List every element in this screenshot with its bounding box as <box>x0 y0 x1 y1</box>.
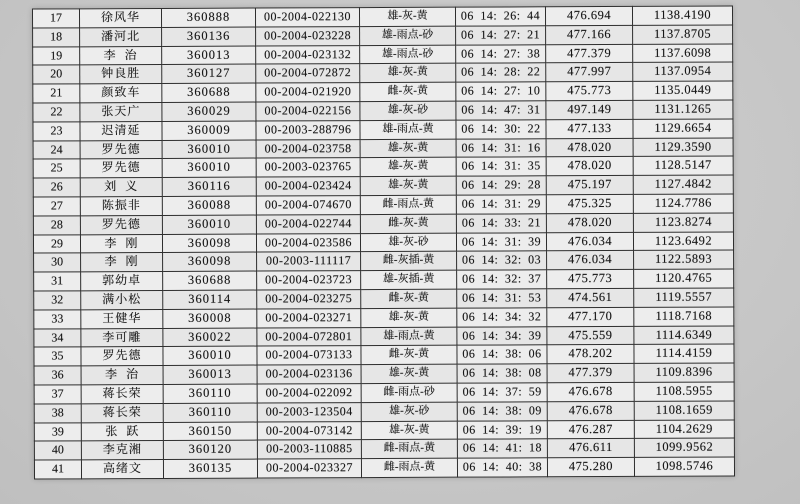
time-cell: 06 14: 27: 21 <box>456 26 546 45</box>
ring-cell: 00-2004-023275 <box>257 290 361 309</box>
loft-cell: 360008 <box>163 309 257 328</box>
loft-cell: 360022 <box>163 328 257 347</box>
owner-cell: 潘河北 <box>80 27 162 46</box>
feather-cell: 雄-灰-砂 <box>360 233 456 252</box>
rank-cell: 21 <box>33 84 80 103</box>
time-cell: 06 14: 34: 39 <box>457 326 547 345</box>
loft-cell: 360110 <box>163 403 257 422</box>
speed-cell: 1114.4159 <box>634 344 734 363</box>
owner-cell: 钟良胜 <box>80 65 162 84</box>
distance-cell: 476.611 <box>547 439 634 458</box>
ring-cell: 00-2004-023586 <box>256 233 360 252</box>
owner-cell: 郭幼卓 <box>81 272 163 291</box>
loft-cell: 360088 <box>162 196 256 215</box>
time-cell: 06 14: 27: 38 <box>456 44 546 63</box>
time-cell: 06 14: 34: 32 <box>457 308 547 327</box>
loft-cell: 360688 <box>162 83 256 102</box>
ring-cell: 00-2004-073133 <box>257 346 361 365</box>
time-cell: 06 14: 38: 08 <box>457 364 547 383</box>
time-cell: 06 14: 31: 29 <box>456 195 546 214</box>
loft-cell: 360136 <box>162 27 256 46</box>
speed-cell: 1109.8396 <box>634 363 734 382</box>
loft-cell: 360116 <box>162 177 256 196</box>
feather-cell: 雄-灰-黄 <box>359 7 455 26</box>
owner-cell: 李可雕 <box>81 328 163 347</box>
ring-cell: 00-2004-023271 <box>257 308 361 327</box>
results-table <box>32 5 735 479</box>
feather-cell: 雌-灰-黄 <box>361 346 457 365</box>
owner-cell: 李 刚 <box>81 253 163 272</box>
time-cell: 06 14: 41: 18 <box>457 439 547 458</box>
distance-cell: 477.379 <box>546 44 633 63</box>
ring-cell: 00-2003-288796 <box>256 120 360 139</box>
feather-cell: 雌-雨点-黄 <box>361 440 457 459</box>
ring-cell: 00-2004-022092 <box>257 384 361 403</box>
rank-cell: 31 <box>34 272 81 291</box>
owner-cell: 徐风华 <box>79 8 161 27</box>
loft-cell: 360127 <box>162 64 256 83</box>
rank-cell: 40 <box>34 441 81 460</box>
results-table-body <box>32 6 734 479</box>
loft-cell: 360010 <box>162 215 256 234</box>
loft-cell: 360010 <box>162 140 256 159</box>
speed-cell: 1137.0954 <box>633 62 733 81</box>
loft-cell: 360110 <box>163 384 257 403</box>
feather-cell: 雌-灰插-黄 <box>361 252 457 271</box>
rank-cell: 33 <box>34 310 81 329</box>
loft-cell: 360888 <box>161 8 255 27</box>
time-cell: 06 14: 26: 44 <box>455 7 545 26</box>
feather-cell: 雄-灰-砂 <box>361 402 457 421</box>
speed-cell: 1124.7786 <box>633 194 733 213</box>
loft-cell: 360688 <box>163 271 257 290</box>
distance-cell: 476.034 <box>546 232 633 251</box>
speed-cell: 1138.4190 <box>632 6 732 25</box>
speed-cell: 1135.0449 <box>633 81 733 100</box>
rank-cell: 19 <box>33 46 80 65</box>
time-cell: 06 14: 38: 06 <box>457 345 547 364</box>
speed-cell: 1104.2629 <box>634 420 734 439</box>
owner-cell: 罗先德 <box>80 140 162 159</box>
speed-cell: 1118.7168 <box>634 307 734 326</box>
rank-cell: 18 <box>33 28 80 47</box>
distance-cell: 475.197 <box>546 176 633 195</box>
speed-cell: 1123.8274 <box>633 213 733 232</box>
time-cell: 06 14: 31: 35 <box>456 157 546 176</box>
feather-cell: 雄-灰-黄 <box>360 176 456 195</box>
ring-cell: 00-2004-022156 <box>256 102 360 121</box>
owner-cell: 罗先德 <box>80 215 162 234</box>
distance-cell: 478.020 <box>546 213 633 232</box>
owner-cell: 蒋长荣 <box>81 384 163 403</box>
feather-cell: 雌-灰-黄 <box>360 82 456 101</box>
owner-cell: 刘 义 <box>80 178 162 197</box>
speed-cell: 1137.6098 <box>633 44 733 63</box>
owner-cell: 蒋长荣 <box>81 403 163 422</box>
distance-cell: 476.034 <box>547 251 634 270</box>
owner-cell: 罗先德 <box>81 347 163 366</box>
rank-cell: 27 <box>33 197 80 216</box>
ring-cell: 00-2004-073142 <box>257 421 361 440</box>
time-cell: 06 14: 47: 31 <box>456 101 546 120</box>
speed-cell: 1123.6492 <box>633 232 733 251</box>
feather-cell: 雌-灰-黄 <box>360 214 456 233</box>
ring-cell: 00-2004-023758 <box>256 139 360 158</box>
distance-cell: 475.280 <box>547 458 634 477</box>
rank-cell: 30 <box>34 253 81 272</box>
distance-cell: 477.170 <box>547 307 634 326</box>
speed-cell: 1127.4842 <box>633 175 733 194</box>
time-cell: 06 14: 32: 37 <box>457 270 547 289</box>
speed-cell: 1108.1659 <box>634 401 734 420</box>
ring-cell: 00-2003-110885 <box>257 440 361 459</box>
owner-cell: 李 治 <box>80 46 162 65</box>
feather-cell: 雄-灰-黄 <box>361 364 457 383</box>
feather-cell: 雌-雨点-砂 <box>361 383 457 402</box>
time-cell: 06 14: 27: 10 <box>456 82 546 101</box>
ring-cell: 00-2004-021920 <box>256 83 360 102</box>
feather-cell: 雄-雨点-砂 <box>360 26 456 45</box>
loft-cell: 360029 <box>162 102 256 121</box>
rank-cell: 20 <box>33 65 80 84</box>
ring-cell: 00-2004-023327 <box>257 459 361 478</box>
rank-cell: 39 <box>34 422 81 441</box>
feather-cell: 雄-雨点-砂 <box>360 45 456 64</box>
loft-cell: 360013 <box>163 365 257 384</box>
distance-cell: 475.325 <box>546 194 633 213</box>
speed-cell: 1099.9562 <box>634 438 734 457</box>
distance-cell: 477.133 <box>546 119 633 138</box>
feather-cell: 雄-灰-黄 <box>360 64 456 83</box>
distance-cell: 475.773 <box>546 82 633 101</box>
time-cell: 06 14: 38: 09 <box>457 402 547 421</box>
loft-cell: 360009 <box>162 121 256 140</box>
speed-cell: 1119.5557 <box>634 288 734 307</box>
rank-cell: 23 <box>33 122 80 141</box>
rank-cell: 34 <box>34 328 81 347</box>
time-cell: 06 14: 29: 28 <box>456 176 546 195</box>
time-cell: 06 14: 28: 22 <box>456 63 546 82</box>
loft-cell: 360150 <box>163 422 257 441</box>
speed-cell: 1129.3590 <box>633 138 733 157</box>
rank-cell: 35 <box>34 347 81 366</box>
ring-cell: 00-2004-023136 <box>257 365 361 384</box>
time-cell: 06 14: 32: 03 <box>457 251 547 270</box>
time-cell: 06 14: 31: 16 <box>456 138 546 157</box>
rank-cell: 28 <box>33 216 80 235</box>
distance-cell: 478.020 <box>546 157 633 176</box>
feather-cell: 雌-雨点-黄 <box>360 195 456 214</box>
ring-cell: 00-2004-072801 <box>257 327 361 346</box>
time-cell: 06 14: 30: 22 <box>456 120 546 139</box>
ring-cell: 00-2004-023228 <box>256 26 360 45</box>
feather-cell: 雄-灰-黄 <box>361 308 457 327</box>
rank-cell: 17 <box>32 9 79 28</box>
rank-cell: 25 <box>33 159 80 178</box>
rank-cell: 22 <box>33 103 80 122</box>
ring-cell: 00-2004-022130 <box>255 8 359 27</box>
ring-cell: 00-2004-023132 <box>256 45 360 64</box>
loft-cell: 360114 <box>163 290 257 309</box>
owner-cell: 陈振非 <box>80 196 162 215</box>
loft-cell: 360120 <box>163 440 257 459</box>
time-cell: 06 14: 31: 53 <box>457 289 547 308</box>
speed-cell: 1122.5893 <box>634 250 734 269</box>
feather-cell: 雄-雨点-黄 <box>360 120 456 139</box>
distance-cell: 474.561 <box>547 288 634 307</box>
feather-cell: 雌-灰-黄 <box>361 289 457 308</box>
feather-cell: 雌-雨点-黄 <box>361 458 457 477</box>
rank-cell: 36 <box>34 366 81 385</box>
rank-cell: 29 <box>33 234 80 253</box>
ring-cell: 00-2003-123504 <box>257 402 361 421</box>
distance-cell: 475.559 <box>547 326 634 345</box>
owner-cell: 罗先德 <box>80 159 162 178</box>
speed-cell: 1137.8705 <box>633 25 733 44</box>
feather-cell: 雄-灰-砂 <box>360 101 456 120</box>
feather-cell: 雄-雨点-黄 <box>361 327 457 346</box>
speed-cell: 1129.6654 <box>633 119 733 138</box>
owner-cell: 张天广 <box>80 102 162 121</box>
distance-cell: 497.149 <box>546 100 633 119</box>
owner-cell: 张 跃 <box>81 422 163 441</box>
owner-cell: 李克湘 <box>81 441 163 460</box>
ring-cell: 00-2004-023424 <box>256 177 360 196</box>
time-cell: 06 14: 33: 21 <box>456 214 546 233</box>
scanned-sheet <box>32 5 735 479</box>
ring-cell: 00-2003-023765 <box>256 158 360 177</box>
rank-cell: 32 <box>34 291 81 310</box>
owner-cell: 王健华 <box>81 309 163 328</box>
speed-cell: 1114.6349 <box>634 326 734 345</box>
distance-cell: 478.202 <box>547 345 634 364</box>
speed-cell: 1128.5147 <box>633 156 733 175</box>
loft-cell: 360013 <box>162 46 256 65</box>
owner-cell: 高绪文 <box>81 460 163 479</box>
rank-cell: 38 <box>34 404 81 423</box>
speed-cell: 1120.4765 <box>634 269 734 288</box>
loft-cell: 360098 <box>163 252 257 271</box>
rank-cell: 24 <box>33 140 80 159</box>
speed-cell: 1098.5746 <box>634 457 734 476</box>
distance-cell: 477.379 <box>547 364 634 383</box>
rank-cell: 26 <box>33 178 80 197</box>
rank-cell: 37 <box>34 385 81 404</box>
ring-cell: 00-2004-072872 <box>256 64 360 83</box>
ring-cell: 00-2004-023723 <box>257 271 361 290</box>
feather-cell: 雄-灰-黄 <box>361 421 457 440</box>
ring-cell: 00-2003-111117 <box>257 252 361 271</box>
ring-cell: 00-2004-074670 <box>256 196 360 215</box>
ring-cell: 00-2004-022744 <box>256 214 360 233</box>
distance-cell: 476.287 <box>547 420 634 439</box>
rank-cell: 41 <box>34 460 81 479</box>
feather-cell: 雄-灰-黄 <box>360 139 456 158</box>
loft-cell: 360010 <box>162 158 256 177</box>
table-row <box>34 457 734 479</box>
distance-cell: 478.020 <box>546 138 633 157</box>
speed-cell: 1108.5955 <box>634 382 734 401</box>
loft-cell: 360010 <box>163 346 257 365</box>
time-cell: 06 14: 40: 38 <box>457 458 547 477</box>
owner-cell: 满小松 <box>81 290 163 309</box>
distance-cell: 476.678 <box>547 382 634 401</box>
distance-cell: 475.773 <box>547 270 634 289</box>
distance-cell: 476.694 <box>545 6 632 25</box>
loft-cell: 360135 <box>163 459 257 478</box>
feather-cell: 雄-灰-黄 <box>360 158 456 177</box>
distance-cell: 476.678 <box>547 401 634 420</box>
distance-cell: 477.166 <box>546 25 633 44</box>
feather-cell: 雄-灰插-黄 <box>361 270 457 289</box>
time-cell: 06 14: 39: 19 <box>457 420 547 439</box>
owner-cell: 颜致车 <box>80 84 162 103</box>
owner-cell: 迟清延 <box>80 121 162 140</box>
time-cell: 06 14: 37: 59 <box>457 383 547 402</box>
time-cell: 06 14: 31: 39 <box>456 232 546 251</box>
owner-cell: 李 刚 <box>80 234 162 253</box>
loft-cell: 360098 <box>162 234 256 253</box>
speed-cell: 1131.1265 <box>633 100 733 119</box>
distance-cell: 477.997 <box>546 63 633 82</box>
owner-cell: 李 治 <box>81 366 163 385</box>
